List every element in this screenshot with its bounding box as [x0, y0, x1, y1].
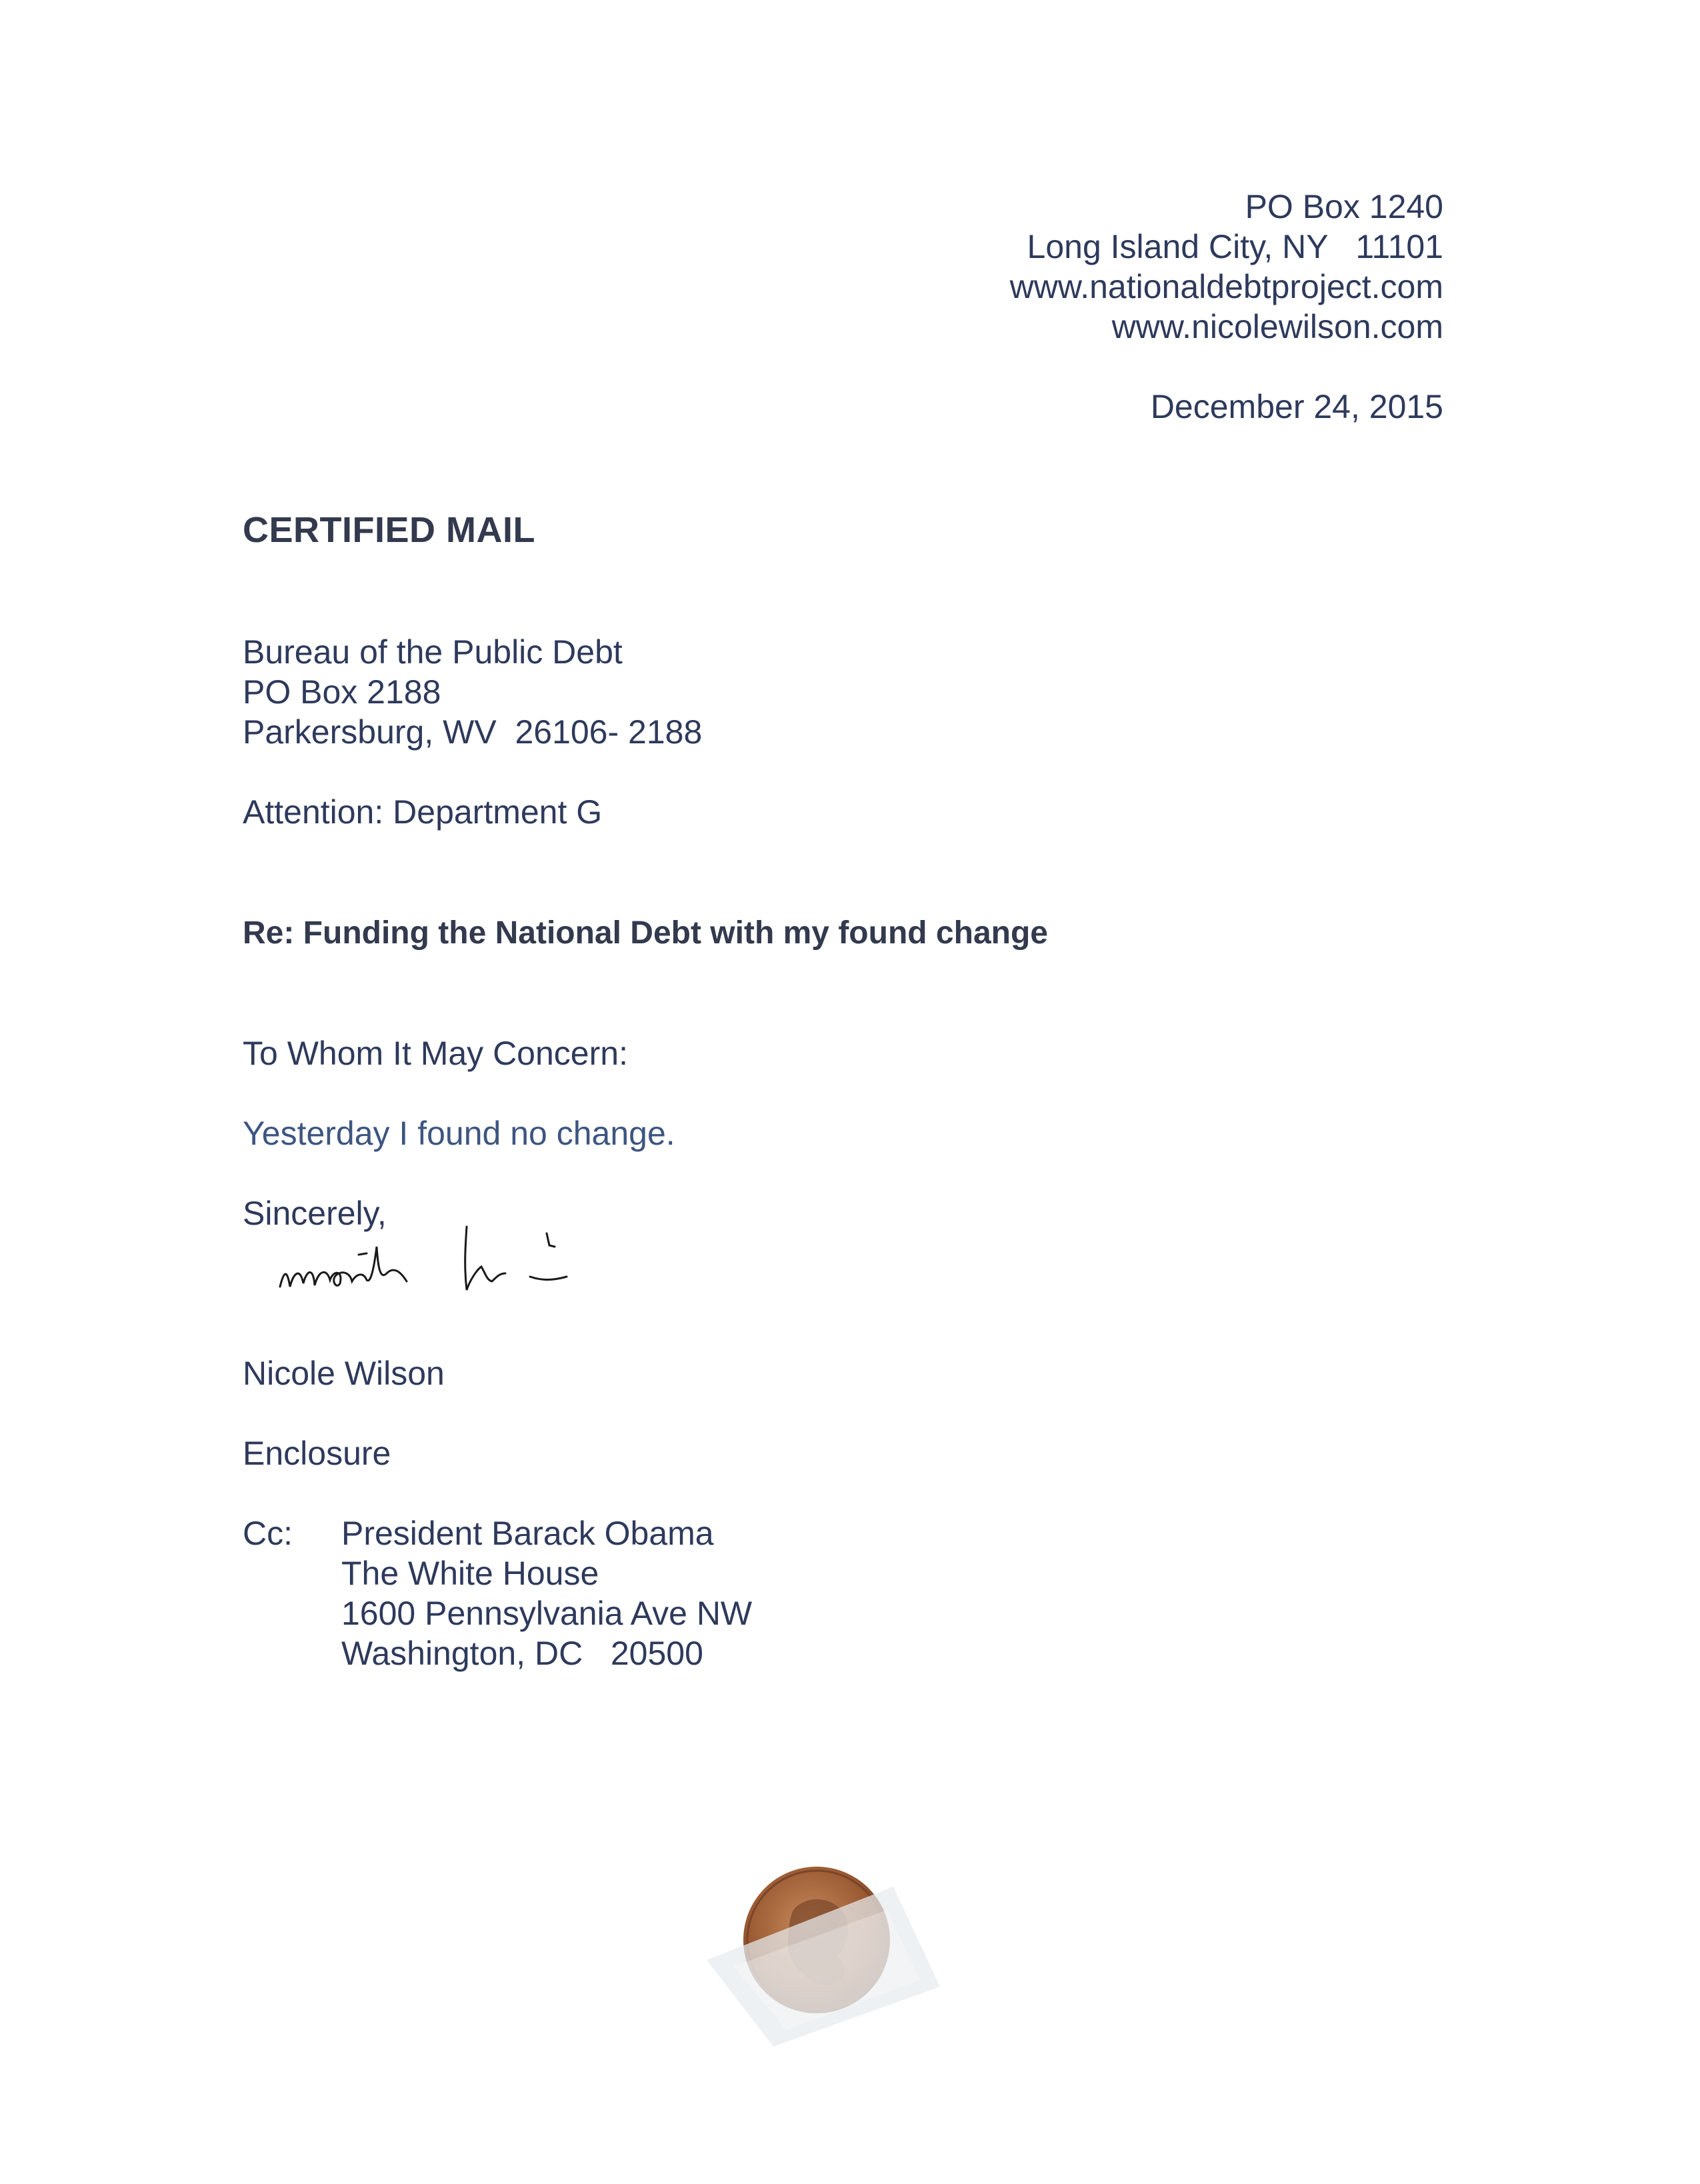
- recipient-address-line-2: Parkersburg, WV 26106- 2188: [243, 713, 703, 751]
- enclosure-note: Enclosure: [243, 1435, 391, 1472]
- subject-line: Re: Funding the National Debt with my found change: [243, 915, 1048, 951]
- attention-line: Attention: Department G: [243, 793, 603, 831]
- salutation: To Whom It May Concern:: [243, 1035, 628, 1072]
- letter-body: Yesterday I found no change.: [243, 1115, 675, 1152]
- cc-label: Cc:: [243, 1515, 293, 1552]
- certified-mail-heading: CERTIFIED MAIL: [243, 510, 535, 550]
- closing: Sincerely,: [243, 1195, 387, 1232]
- recipient-name: Bureau of the Public Debt: [243, 633, 623, 671]
- sender-website-2: www.nicolewilson.com: [1111, 308, 1443, 345]
- enclosed-penny-image: [693, 1847, 947, 2047]
- signer-name: Nicole Wilson: [243, 1355, 445, 1392]
- cc-line-4: Washington, DC 20500: [341, 1635, 703, 1672]
- sender-address-line-2: Long Island City, NY 11101: [1027, 228, 1443, 265]
- cc-line-1: President Barack Obama: [341, 1515, 714, 1552]
- recipient-address-line-1: PO Box 2188: [243, 673, 441, 711]
- sender-address-line-1: PO Box 1240: [1245, 188, 1443, 225]
- letter-date: December 24, 2015: [1150, 388, 1443, 425]
- cc-line-2: The White House: [341, 1555, 599, 1592]
- cc-line-3: 1600 Pennsylvania Ave NW: [341, 1595, 753, 1632]
- handwritten-signature: [267, 1207, 640, 1320]
- sender-website-1: www.nationaldebtproject.com: [1009, 268, 1443, 305]
